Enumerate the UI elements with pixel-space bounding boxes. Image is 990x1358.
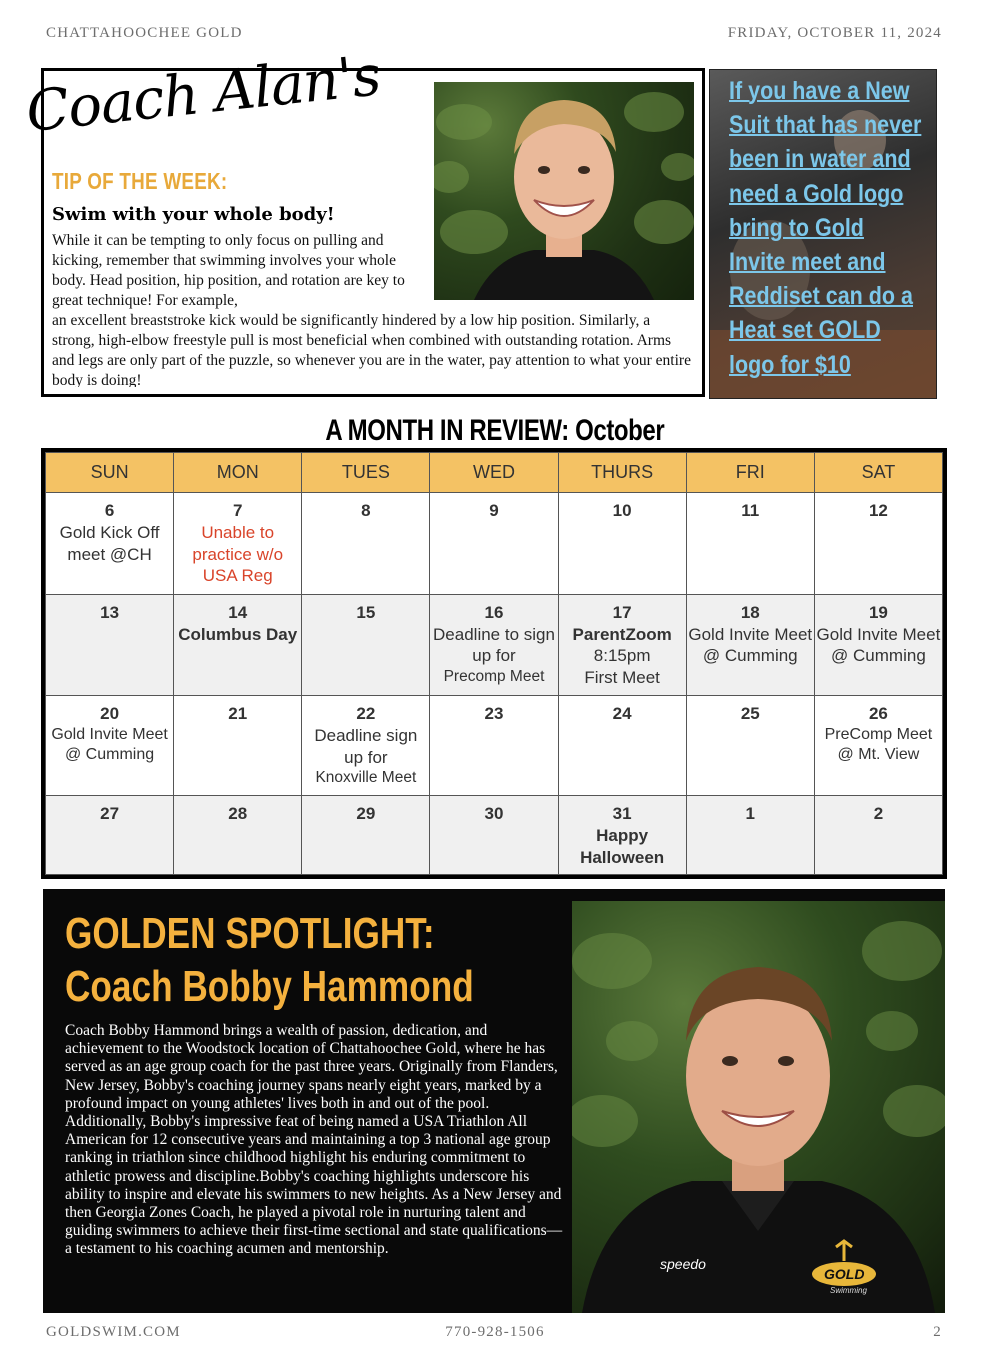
calendar-event: First Meet — [584, 667, 660, 687]
day-header-tues: TUES — [302, 453, 430, 493]
publication-name: CHATTAHOOCHEE GOLD — [46, 25, 243, 41]
calendar-day-cell — [430, 696, 558, 796]
calendar-event: Happy Halloween — [580, 826, 665, 867]
day-number: 27 — [100, 804, 120, 824]
calendar-day-cell — [174, 493, 302, 595]
calendar-event: Gold Invite Meet @ Cumming — [688, 624, 813, 666]
calendar-day-cell — [174, 796, 302, 875]
calendar-day-cell — [302, 796, 430, 875]
coach-alan-photo — [434, 82, 694, 300]
day-header-sun: SUN — [46, 453, 174, 493]
day-number: 9 — [489, 501, 499, 520]
calendar-day-cell — [302, 493, 430, 595]
calendar-week-row — [46, 696, 943, 796]
gold-logo-subtext: Swimming — [830, 1286, 867, 1295]
calendar-day-cell — [46, 796, 174, 875]
day-number: 30 — [484, 804, 504, 824]
calendar-day-cell — [686, 493, 814, 595]
day-number: 21 — [228, 704, 248, 724]
calendar-day-cell — [558, 594, 686, 696]
calendar-event: Deadline sign up for — [314, 726, 418, 767]
calendar-day-cell — [558, 493, 686, 595]
day-number: 12 — [868, 501, 888, 520]
new-suit-ad-link[interactable]: If you have a New Suit that has never been in water and need a Gold logo bring to Gold Invite meet and Reddiset can do a Heat set GOLD logo for $10 — [729, 77, 922, 379]
tip-heading: Swim with your whole body! — [52, 204, 335, 225]
day-number: 10 — [612, 501, 632, 520]
day-header-mon: MON — [174, 453, 302, 493]
october-calendar — [41, 448, 947, 879]
calendar-week-row — [46, 594, 943, 696]
calendar-event: Deadline to sign up for — [433, 624, 555, 666]
day-number: 7 — [232, 501, 243, 520]
tip-body-wrapped: While it can be tempting to only focus on pulling and kicking, remember that swimming involves your whole body. Head position, hip position, and rotation are key to great technique! For example, — [52, 232, 405, 309]
calendar-day-cell — [46, 594, 174, 696]
calendar-event: Gold Invite Meet @ Cumming — [816, 624, 941, 666]
day-number: 8 — [361, 501, 371, 520]
spotlight-body: Coach Bobby Hammond brings a wealth of passion, dedication, and achievement to the Woodstock location of Chattahoochee Gold, where he has served as an age group coach for the past three years. Originally from Flanders, New Jersey, Bobby's coaching journey spans nearly eight years, marked by a profound impact on young athletes' lives both in and out of the pool. Additionally, Bobby's impressive feat of being named a USA Triathlon All American for 12 consecutive years and maintaining a top 3 national age group ranking in triathlon since childhood highlight his enduring commitment to athletic prowess and discipline.Bobby's coaching highlights underscore his ability to inspire and elevate his swimmers to new heights. As a New Jersey and then Georgia Zones Coach, he played a pivotal role in nurturing talent and guiding swimmers to achieve their first-time sectional and state qualifications—a testament to his coaching acumen and mentorship. — [65, 1022, 563, 1258]
day-number: 2 — [873, 804, 884, 824]
calendar-day-cell — [558, 796, 686, 875]
calendar-event: 8:15pm — [593, 646, 651, 666]
day-number: 25 — [740, 704, 760, 724]
calendar-day-cell — [174, 696, 302, 796]
day-number: 15 — [356, 602, 376, 622]
spotlight-title-line2: Coach Bobby Hammond — [65, 962, 474, 1011]
day-header-sat: SAT — [814, 453, 942, 493]
calendar-day-cell — [814, 796, 942, 875]
day-number: 26 — [868, 704, 888, 724]
calendar-week-row — [46, 796, 943, 875]
day-header-fri: FRI — [686, 453, 814, 493]
day-number: 1 — [745, 804, 755, 824]
gold-logo-text: GOLD — [824, 1266, 865, 1282]
day-number: 14 — [228, 602, 248, 622]
calendar-event: ParentZoom — [572, 624, 672, 644]
coach-bobby-portrait-icon — [572, 901, 945, 1313]
day-number: 11 — [741, 501, 760, 520]
footer-website[interactable]: GOLDSWIM.COM — [46, 1324, 181, 1340]
calendar-day-cell — [686, 796, 814, 875]
calendar-event: Gold Kick Off meet @CH — [59, 523, 160, 564]
day-number: 6 — [104, 501, 115, 520]
day-header-wed: WED — [430, 453, 558, 493]
calendar-event: Knoxville Meet — [315, 769, 417, 787]
tip-body-full: an excellent breaststroke kick would be significantly hindered by a low hip position. Similarly, a strong, high-elbow freestyle pull is most beneficial when combined with outstanding rotation. Arms and legs are only part of the puzzle, so whenever you are in the water, pay attention to what your entire body is doing! — [52, 312, 691, 387]
calendar-day-cell — [814, 493, 942, 595]
calendar-day-cell — [430, 796, 558, 875]
calendar-day-cell — [302, 696, 430, 796]
calendar-day-cell — [814, 696, 942, 796]
calendar-day-cell — [814, 594, 942, 696]
calendar-day-cell — [686, 594, 814, 696]
day-number: 31 — [612, 804, 632, 824]
calendar-day-cell — [558, 696, 686, 796]
calendar-day-cell — [46, 696, 174, 796]
spotlight-title — [65, 907, 474, 1013]
calendar-day-cell — [430, 493, 558, 595]
day-number: 28 — [228, 804, 248, 824]
calendar-day-cell — [302, 594, 430, 696]
calendar-day-cell — [174, 594, 302, 696]
day-number: 19 — [868, 602, 888, 622]
day-number: 13 — [100, 602, 120, 622]
day-header-thurs: THURS — [558, 453, 686, 493]
day-number: 23 — [484, 704, 504, 724]
calendar-event: Unable to practice w/o USA Reg — [192, 523, 284, 585]
issue-date: FRIDAY, OCTOBER 11, 2024 — [727, 25, 942, 41]
calendar-event: Gold Invite Meet @ Cumming — [51, 726, 168, 764]
footer-page-number: 2 — [933, 1324, 942, 1340]
day-number: 24 — [612, 704, 632, 724]
footer-phone: 770-928-1506 — [445, 1324, 545, 1340]
day-number: 16 — [484, 602, 504, 622]
tip-of-week-label: TIP OF THE WEEK: — [52, 168, 228, 194]
day-number: 20 — [100, 704, 120, 724]
spotlight-title-line1: GOLDEN SPOTLIGHT: — [65, 909, 435, 958]
coach-alan-script-title: Coach Alan's — [23, 43, 384, 145]
coach-bobby-photo — [572, 901, 945, 1313]
day-number: 18 — [740, 602, 760, 622]
calendar-event: PreComp Meet @ Mt. View — [824, 726, 933, 764]
coach-alan-portrait-icon — [434, 82, 694, 300]
month-review-title: A MONTH IN REVIEW: October — [325, 414, 665, 447]
calendar-day-cell — [686, 696, 814, 796]
calendar-day-cell — [430, 594, 558, 696]
calendar-week-row — [46, 493, 943, 595]
speedo-logo: speedo — [660, 1256, 706, 1272]
day-number: 17 — [612, 602, 632, 622]
calendar-header-row — [46, 453, 943, 493]
calendar-event: Precomp Meet — [443, 667, 545, 685]
calendar-day-cell — [46, 493, 174, 595]
day-number: 22 — [356, 704, 376, 724]
day-number: 29 — [356, 804, 376, 824]
calendar-event: Columbus Day — [178, 624, 298, 644]
